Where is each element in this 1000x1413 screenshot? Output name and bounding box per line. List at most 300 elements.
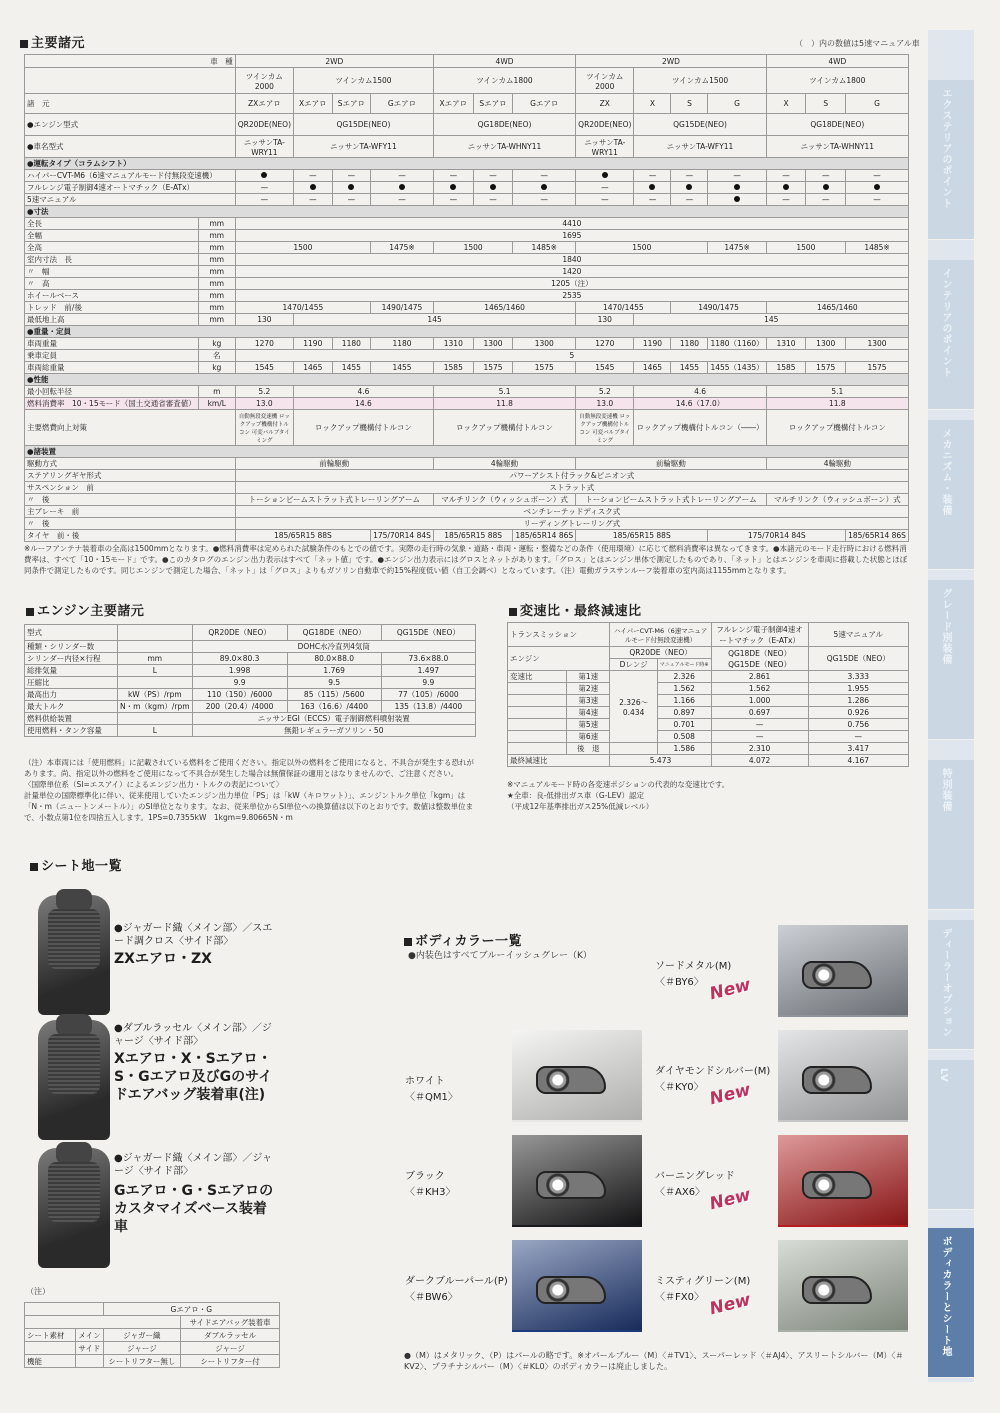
table-row [508,695,909,707]
trans-mark: — [806,194,846,206]
table-row [25,290,909,302]
fuel-value: 13.0 [576,398,634,410]
susp-rear-value: マルチリンク（ウィッシュボーン）式 [766,494,908,506]
weight-value: 1180（1160） [708,338,766,350]
table-row [25,530,909,542]
trans-mark [806,182,846,194]
dim-unit: mm [198,242,235,254]
dim-label: ホイールベース [25,290,199,302]
engine-row-label: 圧縮比 [25,677,118,689]
turn-value: 4.6 [294,386,434,398]
tire-label: タイヤ 前・後 [25,530,236,542]
engine-spec-table [24,624,476,737]
dim-value: 1490/1475 [371,302,434,314]
table-row [25,218,909,230]
dim-value: 145 [634,314,909,326]
engine-name: ツインカム1800 [433,68,575,94]
weight-value: 1585 [766,362,806,374]
drive-header: 2WD [235,55,433,68]
headlamp-icon [536,1171,606,1199]
trans-mark: — [332,170,370,182]
dim-label: 室内寸法 長 [25,254,199,266]
note-b: サイド [76,1342,103,1355]
table-row [25,458,909,470]
trans-mark: — [766,194,806,206]
table-row [25,713,476,725]
sidebar-tab-5[interactable] [928,920,974,1050]
weight-label: 車両重量 [25,338,199,350]
engine-type: QG18DE(NEO) [766,114,908,136]
drive-value: 4輪駆動 [433,458,575,470]
table-row [25,677,476,689]
trans-mark: — [473,194,513,206]
engine-cvt: QR20DE（NEO） [610,647,711,659]
section-header: ●寸法 [25,206,909,218]
table-row [25,182,909,194]
final-cvt: 5.473 [610,755,711,767]
fuel-value: 11.8 [433,398,575,410]
engine-row-value: ニッサンEGI（ECCS）電子制御燃料噴射装置 [192,713,475,725]
at-value: — [711,731,808,743]
color-code: 〈＃BW6〉 [405,1292,458,1303]
sidebar-tab-label: インテリアのポイント [940,268,951,378]
mark-dot [261,172,267,178]
seat-image-zx [38,895,110,1015]
engine-row-value: 9.9 [381,677,475,689]
table-row [25,506,909,518]
table-row [25,470,909,482]
mark-dot [783,184,789,190]
sidebar-tab-label: 特別装備 [940,768,951,812]
cvt-value: 0.508 [657,731,711,743]
dim-value: 1470/1455 [235,302,370,314]
headlamp-icon [802,1276,872,1304]
trans-mark [766,182,806,194]
sidebar-tab-7[interactable] [928,1228,974,1378]
dim-value: 1420 [235,266,908,278]
susp-rear-value: トーションビームストラット式トレーリングアーム [576,494,767,506]
mark-dot [450,184,456,190]
dim-value: 1465/1460 [766,302,908,314]
note-col-header: Gエアロ・G [103,1303,279,1316]
trans-mark: — [513,170,576,182]
tire-value: 185/65R15 88S [576,530,708,542]
note-c: ジャージ [103,1342,181,1355]
trans-mark [576,170,634,182]
blank-cell [25,1303,104,1316]
dim-value: 130 [235,314,293,326]
gear-label: 後 退 [566,743,609,755]
grade-name: G [846,94,909,114]
trans-mark [473,182,513,194]
engine-row-value: 85（115）/5600 [287,689,381,701]
mark-dot [734,196,740,202]
table-row [25,398,909,410]
at-value: — [711,719,808,731]
table-row [508,743,909,755]
blank-cell [25,68,236,94]
weight-unit: 名 [198,350,235,362]
steer-value: パワーアシスト付ラック&ピニオン式 [235,470,908,482]
dim-value: 4410 [235,218,908,230]
eco-value: 自動無段変速機 ロックアップ機構付トルコン 可変バルブタイミング [576,410,634,446]
trans-mark: — [806,170,846,182]
table-row [25,266,909,278]
trans-mark: — [235,194,293,206]
seat-caption: ●ジャガード織〈メイン部〉／ジャージ〈サイド部〉 [114,1153,273,1177]
main-spec-table [24,54,909,542]
section-header: ●重量・定員 [25,326,909,338]
engine-row-unit [118,713,193,725]
mark-dot [823,184,829,190]
engine-type: QR20DE(NEO) [235,114,293,136]
mark-dot [541,184,547,190]
dim-value: 1500 [433,242,512,254]
sidebar-tab-4[interactable] [928,760,974,910]
table-row [25,1316,280,1329]
engine-row-unit: L [118,725,193,737]
trans-mark: — [235,182,293,194]
interior-note: ●内装色はすべてブルーイッシュグレー（K） [408,951,592,961]
table-row [25,1355,280,1368]
trans-mark: — [433,194,473,206]
final-mt: 4.167 [808,755,908,767]
note-d: ジャージ [181,1342,280,1355]
table-row [25,653,476,665]
cvt-value: 0.701 [657,719,711,731]
weight-value: 1465 [294,362,333,374]
trans-mark: — [576,182,634,194]
gear-label: 第6速 [566,731,609,743]
fuel-label: 燃料消費率 10・15モード（国土交通省審査値） [25,398,199,410]
grade-name: ZX [576,94,634,114]
weight-value: 1545 [576,362,634,374]
dim-value: 1840 [235,254,908,266]
trans-label: フルレンジ電子制御4速オートマチック（E-ATx） [25,182,236,194]
note-c: ジャガー織 [103,1329,181,1342]
engine-row-value: QG18DE（NEO） [287,625,381,641]
new-badge: New [707,974,753,1005]
table-row [25,254,909,266]
ratio-label-ditto [508,683,567,695]
trans-mark: — [634,170,671,182]
model-code: ニッサンTA-WRY11 [576,136,634,158]
engine-name: ツインカム1800 [766,68,908,94]
trans-mark [294,182,333,194]
seat-name: Gエアロ・G・Sエアロのカスタマイズベース装着車 [114,1183,274,1235]
specs-title: 主要諸元 [20,32,85,51]
headlamp-icon [802,961,872,989]
col-mt: 5速マニュアル [808,623,908,647]
trans-mark [235,170,293,182]
weight-value: 1310 [433,338,473,350]
trans-mark [634,182,671,194]
d-range-blank [610,743,657,755]
engine-row-value: 135（13.8）/4400 [381,701,475,713]
final-label: 最終減速比 [508,755,610,767]
grade-name: S [671,94,708,114]
turn-label: 最小回転半径 [25,386,199,398]
weight-value: 1545 [235,362,293,374]
color-code: 〈＃BY6〉 [655,977,704,988]
weight-value: 1180 [671,338,708,350]
dim-label: 〃 幅 [25,266,199,278]
dim-value: 1485※ [846,242,909,254]
note-col2-header: サイドエアバッグ装着車 [181,1316,280,1329]
color-name: ソードメタル(M) [655,961,732,972]
fuel-value: 14.6 [294,398,434,410]
table-row [508,731,909,743]
table-row [508,683,909,695]
trans-mark: — [332,194,370,206]
seats-title: シート地一覧 [30,855,122,874]
seat-name: Xエアロ・X・Sエアロ・S・Gエアロ及びGのサイドエアバッグ装着車(注) [114,1051,273,1103]
susp-rear-label: 〃 後 [25,494,236,506]
col-engine: エンジン [508,647,610,671]
gear-label: 第5速 [566,719,609,731]
grade-name: Xエアロ [294,94,333,114]
weight-label: 乗車定員 [25,350,199,362]
engine-type: QR20DE(NEO) [576,114,634,136]
note-d: シートリフター付 [181,1355,280,1368]
table-row [25,386,909,398]
trans-mark: — [846,194,909,206]
turn-value: 5.1 [766,386,908,398]
table-row [25,242,909,254]
turn-value: 5.1 [433,386,575,398]
trans-mark: — [576,194,634,206]
trans-mark [433,182,473,194]
engine-row-value: QR20DE（NEO） [192,625,287,641]
dim-label: トレッド 前/後 [25,302,199,314]
color-code: 〈＃QM1〉 [405,1092,458,1103]
dim-unit: mm [198,254,235,266]
car-color-image [512,1240,642,1332]
engine-mt: QG15DE（NEO） [808,647,908,671]
at-value: 1.000 [711,695,808,707]
table-row [25,518,909,530]
trans-mark: — [294,194,333,206]
cvt-value: 0.897 [657,707,711,719]
sidebar-tab-label: エクステリアのポイント [940,88,951,209]
engine-row-label: 燃料供給装置 [25,713,118,725]
table-row [508,755,909,767]
mt-value: 0.926 [808,707,908,719]
grade-name: S [806,94,846,114]
mt-value: — [808,731,908,743]
car-color-image [778,1240,908,1332]
dim-value: 145 [294,314,576,326]
color-name: バーニングレッド [655,1171,735,1182]
section-header: ●性能 [25,374,909,386]
engine-row-label: 最大トルク [25,701,118,713]
trans-label: ハイパーCVT-M6（6速マニュアルモード付無段変速機） [25,170,236,182]
table-row [25,314,909,326]
gear-label: 第3速 [566,695,609,707]
table-row [25,446,909,458]
sidebar-tab-1[interactable] [928,260,974,410]
seat-name: ZXエアロ・ZX [114,951,212,967]
seat-image-x [38,1020,110,1140]
sidebar-tab-label: ディーラーオプション [940,928,951,1038]
table-row [25,689,476,701]
engine-name: ツインカム2000 [235,68,293,94]
manual-note: （ ）内の数値は5速マニュアル車 [795,39,920,48]
engine-row-value: QG15DE（NEO） [381,625,475,641]
drive-header: 4WD [766,55,908,68]
trans-mark [708,182,766,194]
seat-caption: ●ジャガード織〈メイン部〉／スエード調クロス〈サイド部〉 [114,923,273,947]
car-color-image [512,1030,642,1122]
table-row [25,1303,280,1316]
engine-row-value: 1.769 [287,665,381,677]
table-row [25,725,476,737]
at-value: 0.697 [711,707,808,719]
table-row [25,625,476,641]
table-row [508,623,909,647]
weight-value: 1270 [576,338,634,350]
sidebar-tab-2[interactable] [928,420,974,570]
dim-value: 1485※ [513,242,576,254]
engine-row-unit [118,677,193,689]
table-row [25,170,909,182]
table-row [25,338,909,350]
engine-row-value: 89.0×80.3 [192,653,287,665]
dim-value: 1205（注） [235,278,908,290]
weight-value: 1300 [846,338,909,350]
engine-row-unit: N・m（kgm）/rpm [118,701,193,713]
turn-value: 5.2 [576,386,634,398]
weight-value: 1180 [371,338,434,350]
engine-row-value: 73.6×88.0 [381,653,475,665]
engine-row-value: 110（150）/6000 [192,689,287,701]
new-badge: New [707,1289,753,1320]
mark-dot [310,184,316,190]
gear-title: 変速比・最終減速比 [509,600,642,619]
grade-name: Sエアロ [332,94,370,114]
table-row [25,114,909,136]
brake-front-value: ベンチレーテッドディスク式 [235,506,908,518]
eco-value: ロックアップ機構付トルコン [294,410,434,446]
sidebar-tab-6[interactable] [928,1060,974,1210]
model-code: ニッサンTA-WFY11 [294,136,434,158]
ratio-label-ditto [508,731,567,743]
sidebar-tab-3[interactable] [928,580,974,740]
table-row [25,68,909,94]
col-at: フルレンジ電子制御4速オートマチック（E-ATx） [711,623,808,647]
dim-unit: mm [198,302,235,314]
tire-value: 185/65R14 86S [846,530,909,542]
trans-mark: — [513,194,576,206]
header-spec: 諸 元 [25,94,236,114]
table-row [25,94,909,114]
trans-mark [513,182,576,194]
turn-value: 4.6 [634,386,766,398]
weight-value: 1575 [806,362,846,374]
weight-value: 1465 [634,362,671,374]
mark-dot [649,184,655,190]
dim-label: 全長 [25,218,199,230]
dim-value: 2535 [235,290,908,302]
grade-name: Gエアロ [371,94,434,114]
headlamp-icon [802,1066,872,1094]
car-color-image [778,1030,908,1122]
engine-row-unit: L [118,665,193,677]
section-header: ●運転タイプ（コラムシフト） [25,158,909,170]
eco-value: ロックアップ機構付トルコン（――） [634,410,766,446]
tire-value: 185/65R15 88S [433,530,512,542]
dim-value: 1470/1455 [576,302,671,314]
trans-mark: — [671,170,708,182]
engine-row-label: 種類・シリンダー数 [25,641,118,653]
engine-row-label: 最高出力 [25,689,118,701]
drive-header: 2WD [576,55,767,68]
table-row [508,719,909,731]
engine-row-value: 1.998 [192,665,287,677]
trans-mark: — [294,170,333,182]
trans-mark [671,182,708,194]
engine-row-unit [118,625,193,641]
model-code: ニッサンTA-WHNY11 [433,136,575,158]
fuel-value: 11.8 [766,398,908,410]
table-row [25,350,909,362]
trans-mark [846,182,909,194]
grade-name: G [708,94,766,114]
sidebar-tab-label: ボディカラーとシート地 [940,1236,951,1357]
car-color-image [778,925,908,1017]
weight-unit: kg [198,338,235,350]
dim-value: 1465/1460 [433,302,575,314]
gear-ratio-table [507,622,909,767]
trans-mark [708,194,766,206]
weight-value: 1310 [766,338,806,350]
trans-mark [371,182,434,194]
turn-value: 5.2 [235,386,293,398]
headlamp-icon [536,1276,606,1304]
engine-row-unit: kW（PS）/rpm [118,689,193,701]
weight-value: 1190 [294,338,333,350]
grade-name: Sエアロ [473,94,513,114]
engine-row-label: 使用燃料・タンク容量 [25,725,118,737]
at-value: 1.562 [711,683,808,695]
table-row [25,362,909,374]
note-a: 機能 [25,1355,76,1368]
engine-row-value: 200（20.4）/4000 [192,701,287,713]
engine-row-value: 80.0×88.0 [287,653,381,665]
tire-value: 185/65R14 86S [513,530,576,542]
table-row [25,158,909,170]
dim-unit: mm [198,314,235,326]
note-a: シート素材 [25,1329,76,1342]
dim-unit: mm [198,278,235,290]
dim-unit: mm [198,218,235,230]
weight-value: 1300 [473,338,513,350]
engine-title: エンジン主要諸元 [26,600,144,619]
eco-value: 自動無段変速機 ロックアップ機構付トルコン 可変バルブタイミング [235,410,293,446]
table-row [25,206,909,218]
engine-row-value: 163（16.6）/4400 [287,701,381,713]
steer-label: ステアリングギヤ形式 [25,470,236,482]
weight-value: 1455（1435） [708,362,766,374]
weight-value: 1585 [433,362,473,374]
weight-value: 1575 [513,362,576,374]
sidebar-tab-0[interactable] [928,80,974,240]
table-row [25,482,909,494]
trans-mark: — [846,170,909,182]
dim-unit: mm [198,230,235,242]
engine-at: QG18DE（NEO）QG15DE（NEO） [711,647,808,671]
drive-value: 前輪駆動 [235,458,433,470]
